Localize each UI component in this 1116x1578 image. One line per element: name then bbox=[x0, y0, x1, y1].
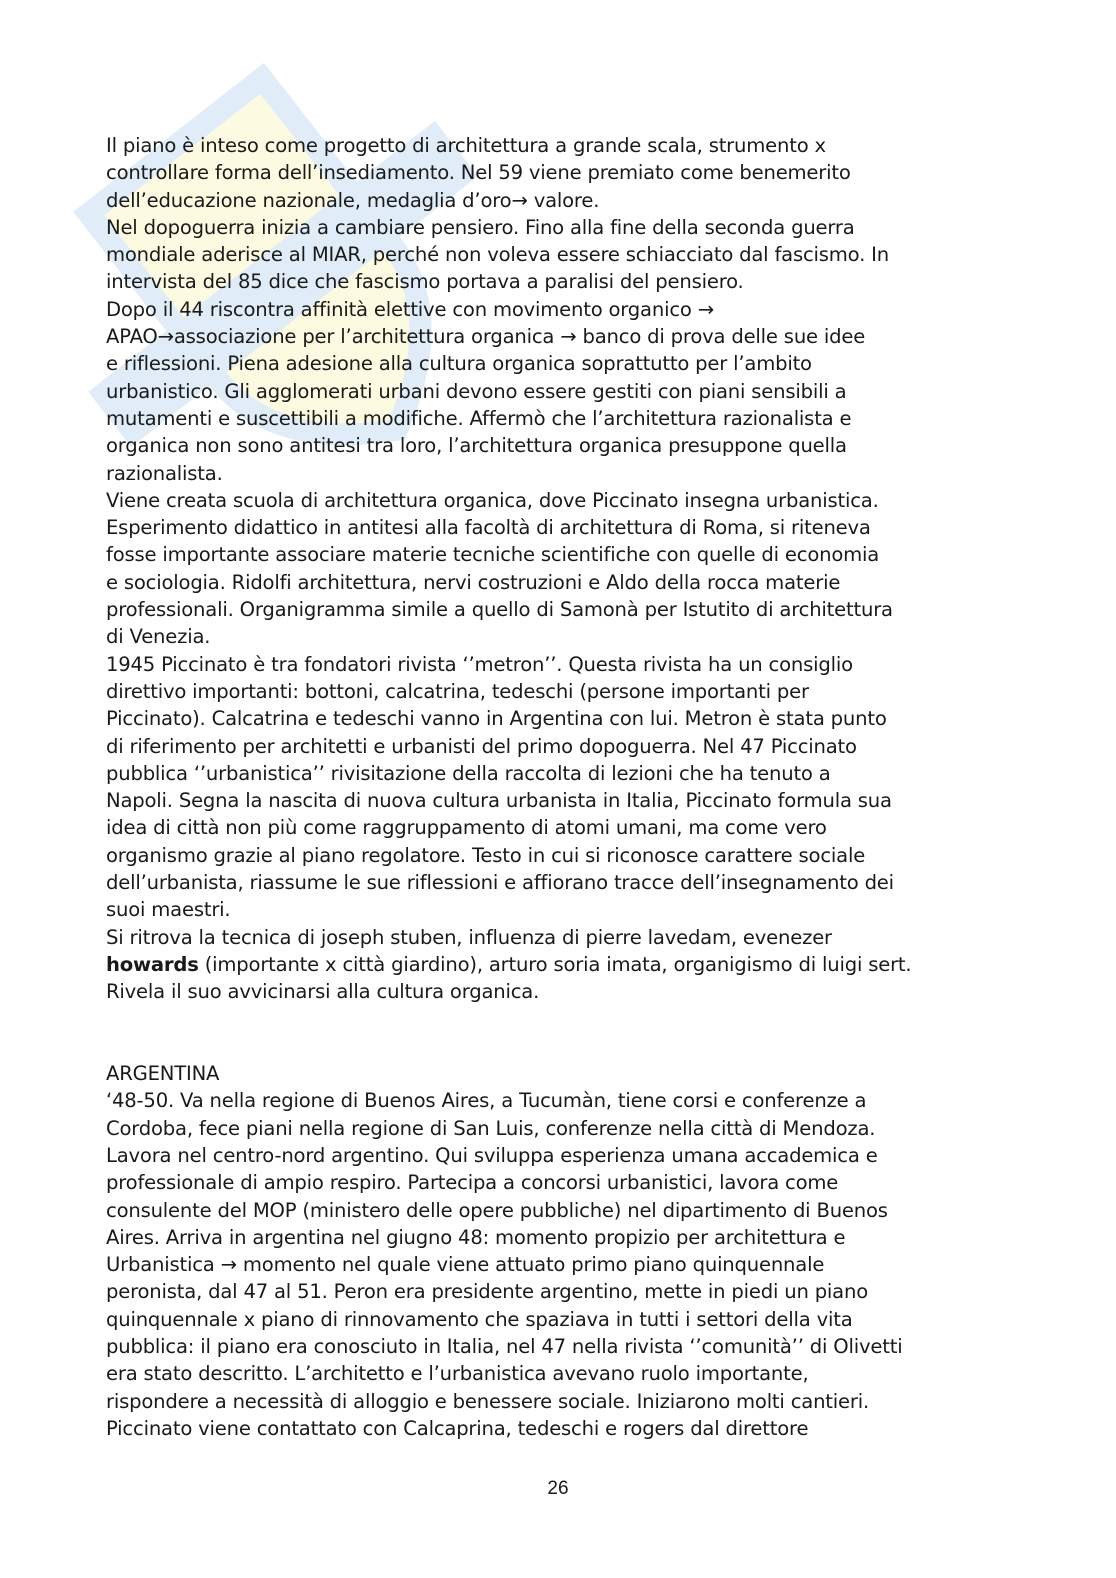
text-line: ‘48-50. Va nella regione di Buenos Aires, a Tucumàn, tiene corsi e conferenze a bbox=[106, 1089, 867, 1113]
paragraph-dopoguerra bbox=[106, 214, 1016, 296]
text-line: Nel dopoguerra inizia a cambiare pensiero. Fino alla fine della seconda guerra bbox=[106, 215, 855, 239]
text-line: Piccinato viene contattato con Calcaprina, tedeschi e rogers dal direttore bbox=[106, 1416, 809, 1440]
text-line: dell’educazione nazionale, medaglia d’oro→ valore. bbox=[106, 188, 600, 212]
text-line: idea di città non più come raggruppamento di atomi umani, ma come vero bbox=[106, 816, 827, 840]
text-line: direttivo importanti: bottoni, calcatrina, tedeschi (persone importanti per bbox=[106, 679, 809, 703]
text-line: razionalista. bbox=[106, 461, 223, 485]
text-line: organismo grazie al piano regolatore. Testo in cui si riconosce carattere sociale bbox=[106, 843, 866, 867]
text-line: professionale di ampio respiro. Partecipa a concorsi urbanistici, lavora come bbox=[106, 1171, 839, 1195]
text-line: pubblica ‘’urbanistica’’ rivisitazione della raccolta di lezioni che ha tenuto a bbox=[106, 761, 831, 785]
text-line: 1945 Piccinato è tra fondatori rivista ‘’metron’’. Questa rivista ha un consiglio bbox=[106, 652, 853, 676]
text-line: suoi maestri. bbox=[106, 898, 231, 922]
text-line: mutamenti e suscettibili a modifiche. Affermò che l’architettura razionalista e bbox=[106, 406, 852, 430]
text-line: era stato descritto. L’architetto e l’urbanistica avevano ruolo importante, bbox=[106, 1362, 809, 1386]
text-line: professionali. Organigramma simile a quello di Samonà per Istutito di architettura bbox=[106, 598, 893, 622]
text-line: Si ritrova la tecnica di joseph stuben, influenza di pierre lavedam, evenezer bbox=[106, 925, 832, 949]
text-line: e riflessioni. Piena adesione alla cultura organica soprattutto per l’ambito bbox=[106, 352, 812, 376]
text-line: Aires. Arriva in argentina nel giugno 48: momento propizio per architettura e bbox=[106, 1225, 846, 1249]
section-argentina bbox=[106, 1060, 1016, 1442]
text-line: rispondere a necessità di alloggio e benessere sociale. Iniziarono molti cantieri. bbox=[106, 1389, 869, 1413]
text-line: Piccinato). Calcatrina e tedeschi vanno in Argentina con lui. Metron è stata punto bbox=[106, 707, 887, 731]
bold-term: howards bbox=[106, 952, 199, 976]
document-body bbox=[106, 132, 1016, 1442]
text-line: APAO→associazione per l’architettura organica → banco di prova delle sue idee bbox=[106, 325, 866, 349]
paragraph-scuola bbox=[106, 487, 1016, 651]
text-fragment: (importante x città giardino), arturo soria imata, organigismo di luigi sert. bbox=[198, 952, 912, 976]
text-line: intervista del 85 dice che fascismo portava a paralisi del pensiero. bbox=[106, 270, 744, 294]
text-line: di Venezia. bbox=[106, 625, 211, 649]
text-line: mondiale aderisce al MIAR, perché non voleva essere schiacciato dal fascismo. In bbox=[106, 243, 889, 267]
text-line: Cordoba, fece piani nella regione di San Luis, conferenze nella città di Mendoza. bbox=[106, 1116, 876, 1140]
text-line: dell’urbanista, riassume le sue riflessioni e affiorano tracce dell’insegnamento dei bbox=[106, 871, 894, 895]
text-line: Napoli. Segna la nascita di nuova cultura urbanista in Italia, Piccinato formula sua bbox=[106, 789, 892, 813]
text-line: pubblica: il piano era conosciuto in Italia, nel 47 nella rivista ‘’comunità’’ di Olivetti bbox=[106, 1335, 903, 1359]
paragraph-apao bbox=[106, 296, 1016, 487]
text-line: di riferimento per architetti e urbanisti del primo dopoguerra. Nel 47 Piccinato bbox=[106, 734, 857, 758]
page-number: 26 bbox=[547, 1478, 569, 1499]
text-line: Rivela il suo avvicinarsi alla cultura organica. bbox=[106, 980, 540, 1004]
text-line: Lavora nel centro-nord argentino. Qui sviluppa esperienza umana accademica e bbox=[106, 1143, 878, 1167]
text-line: Urbanistica → momento nel quale viene attuato primo piano quinquennale bbox=[106, 1253, 825, 1277]
section-heading: ARGENTINA bbox=[106, 1062, 220, 1086]
text-line: Il piano è inteso come progetto di architettura a grande scala, strumento x bbox=[106, 134, 826, 157]
text-line: peronista, dal 47 al 51. Peron era presidente argentino, mette in piedi un piano bbox=[106, 1280, 868, 1304]
text-line: Dopo il 44 riscontra affinità elettive con movimento organico → bbox=[106, 297, 714, 321]
text-line: Esperimento didattico in antitesi alla facoltà di architettura di Roma, si riteneva bbox=[106, 516, 871, 540]
text-line: e sociologia. Ridolfi architettura, nervi costruzioni e Aldo della rocca materie bbox=[106, 570, 841, 594]
text-line bbox=[106, 951, 1016, 978]
text-line: controllare forma dell’insediamento. Nel 59 viene premiato come benemerito bbox=[106, 161, 851, 185]
paragraph-metron bbox=[106, 651, 1016, 924]
section-gap bbox=[106, 1006, 1016, 1061]
paragraph-stuben bbox=[106, 924, 1016, 1006]
text-line: fosse importante associare materie tecniche scientifiche con quelle di economia bbox=[106, 543, 880, 567]
text-line: quinquennale x piano di rinnovamento che spaziava in tutti i settori della vita bbox=[106, 1307, 853, 1331]
text-line: urbanistico. Gli agglomerati urbani devono essere gestiti con piani sensibili a bbox=[106, 379, 847, 403]
text-line: consulente del MOP (ministero delle opere pubbliche) nel dipartimento di Buenos bbox=[106, 1198, 888, 1222]
text-line: organica non sono antitesi tra loro, l’architettura organica presuppone quella bbox=[106, 434, 847, 458]
paragraph-piano bbox=[106, 132, 1016, 214]
text-line: Viene creata scuola di architettura organica, dove Piccinato insegna urbanistica. bbox=[106, 488, 879, 512]
